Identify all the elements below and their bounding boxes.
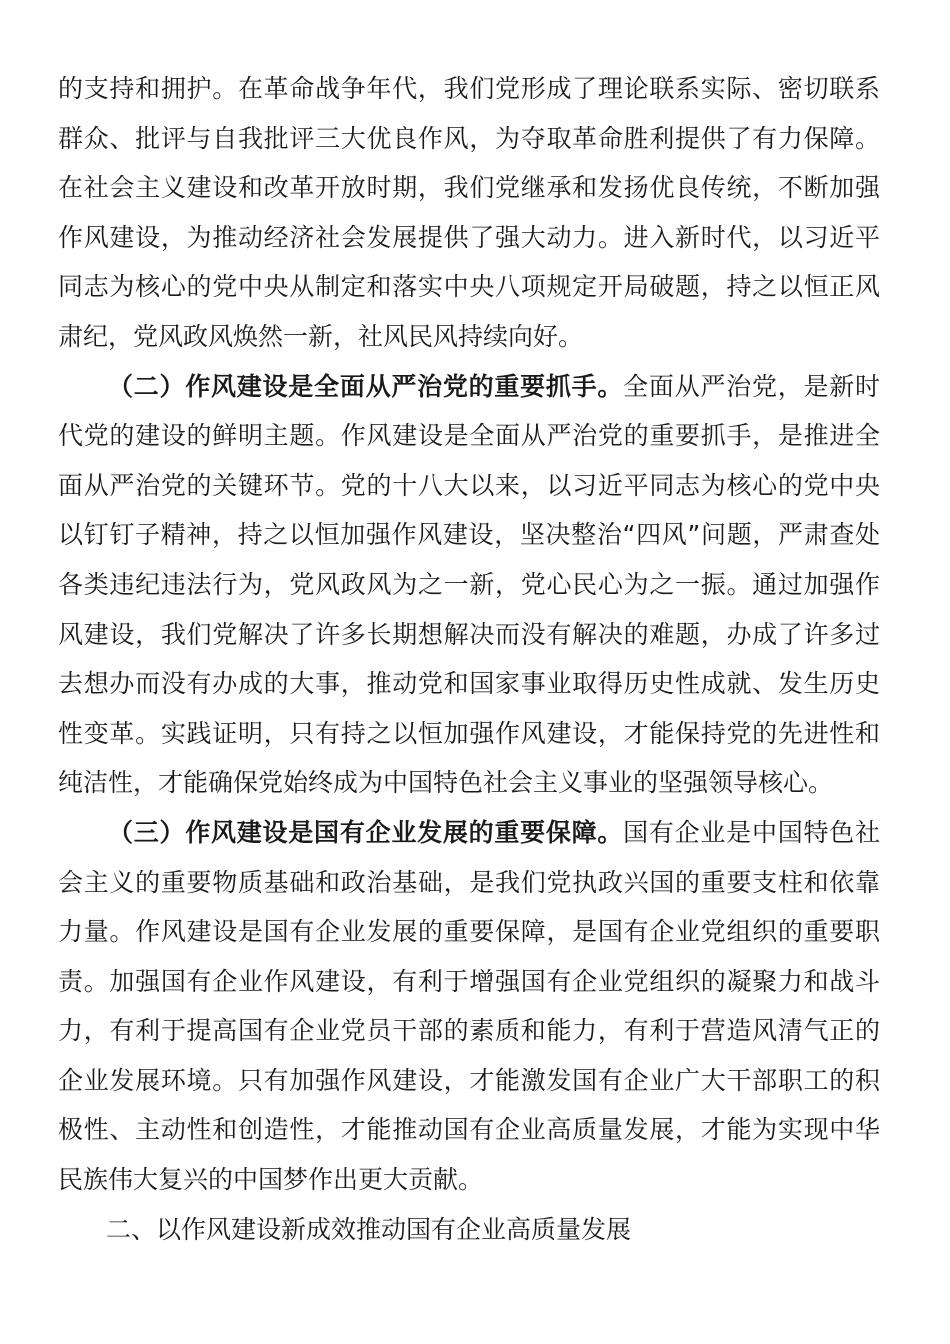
paragraph-heading: （二）作风建设是全面从严治党的重要抓手。 — [108, 371, 624, 401]
document-page — [58, 64, 880, 1254]
paragraph-section-2 — [58, 362, 880, 808]
paragraph-heading: （三）作风建设是国有企业发展的重要保障。 — [108, 817, 624, 847]
paragraph-body: 国有企业是中国特色社会主义的重要物质基础和政治基础，是我们党执政兴国的重要支柱和依靠力量。作风建设是国有企业发展的重要保障，是国有企业党组织的重要职责。加强国有企业作风建设，有利于增强国有企业党组织的凝聚力和战斗力，有利于提高国有企业党员干部的素质和能力，有利于营造风清气正的企业发展环境。只有加强作风建设，才能激发国有企业广大干部职工的积极性、主动性和创造性，才能推动国有企业高质量发展，才能为实现中华民族伟大复兴的中国梦作出更大贡献。 — [58, 817, 880, 1195]
paragraph-body: 全面从严治党，是新时代党的建设的鲜明主题。作风建设是全面从严治党的重要抓手，是推进全面从严治党的关键环节。党的十八大以来，以习近平同志为核心的党中央以钉钉子精神，持之以恒加强作风建设，坚决整治“四风”问题，严肃查处各类违纪违法行为，党风政风为之一新，党心民心为之一振。通过加强作风建设，我们党解决了许多长期想解决而没有解决的难题，办成了许多过去想办而没有办成的大事，推动党和国家事业取得历史性成就、发生历史性变革。实践证明，只有持之以恒加强作风建设，才能保持党的先进性和纯洁性，才能确保党始终成为中国特色社会主义事业的坚强领导核心。 — [58, 371, 880, 798]
paragraph-section-3 — [58, 808, 880, 1205]
paragraph-body: 的支持和拥护。在革命战争年代，我们党形成了理论联系实际、密切联系群众、批评与自我批评三大优良作风，为夺取革命胜利提供了有力保障。在社会主义建设和改革开放时期，我们党继承和发扬优良传统，不断加强作风建设，为推动经济社会发展提供了强大动力。进入新时代，以习近平同志为核心的党中央从制定和落实中央八项规定开局破题，持之以恒正风肃纪，党风政风焕然一新，社风民风持续向好。 — [58, 74, 880, 351]
paragraph-continuation — [58, 64, 880, 362]
section-heading: 二、以作风建设新成效推动国有企业高质量发展 — [106, 1214, 632, 1244]
